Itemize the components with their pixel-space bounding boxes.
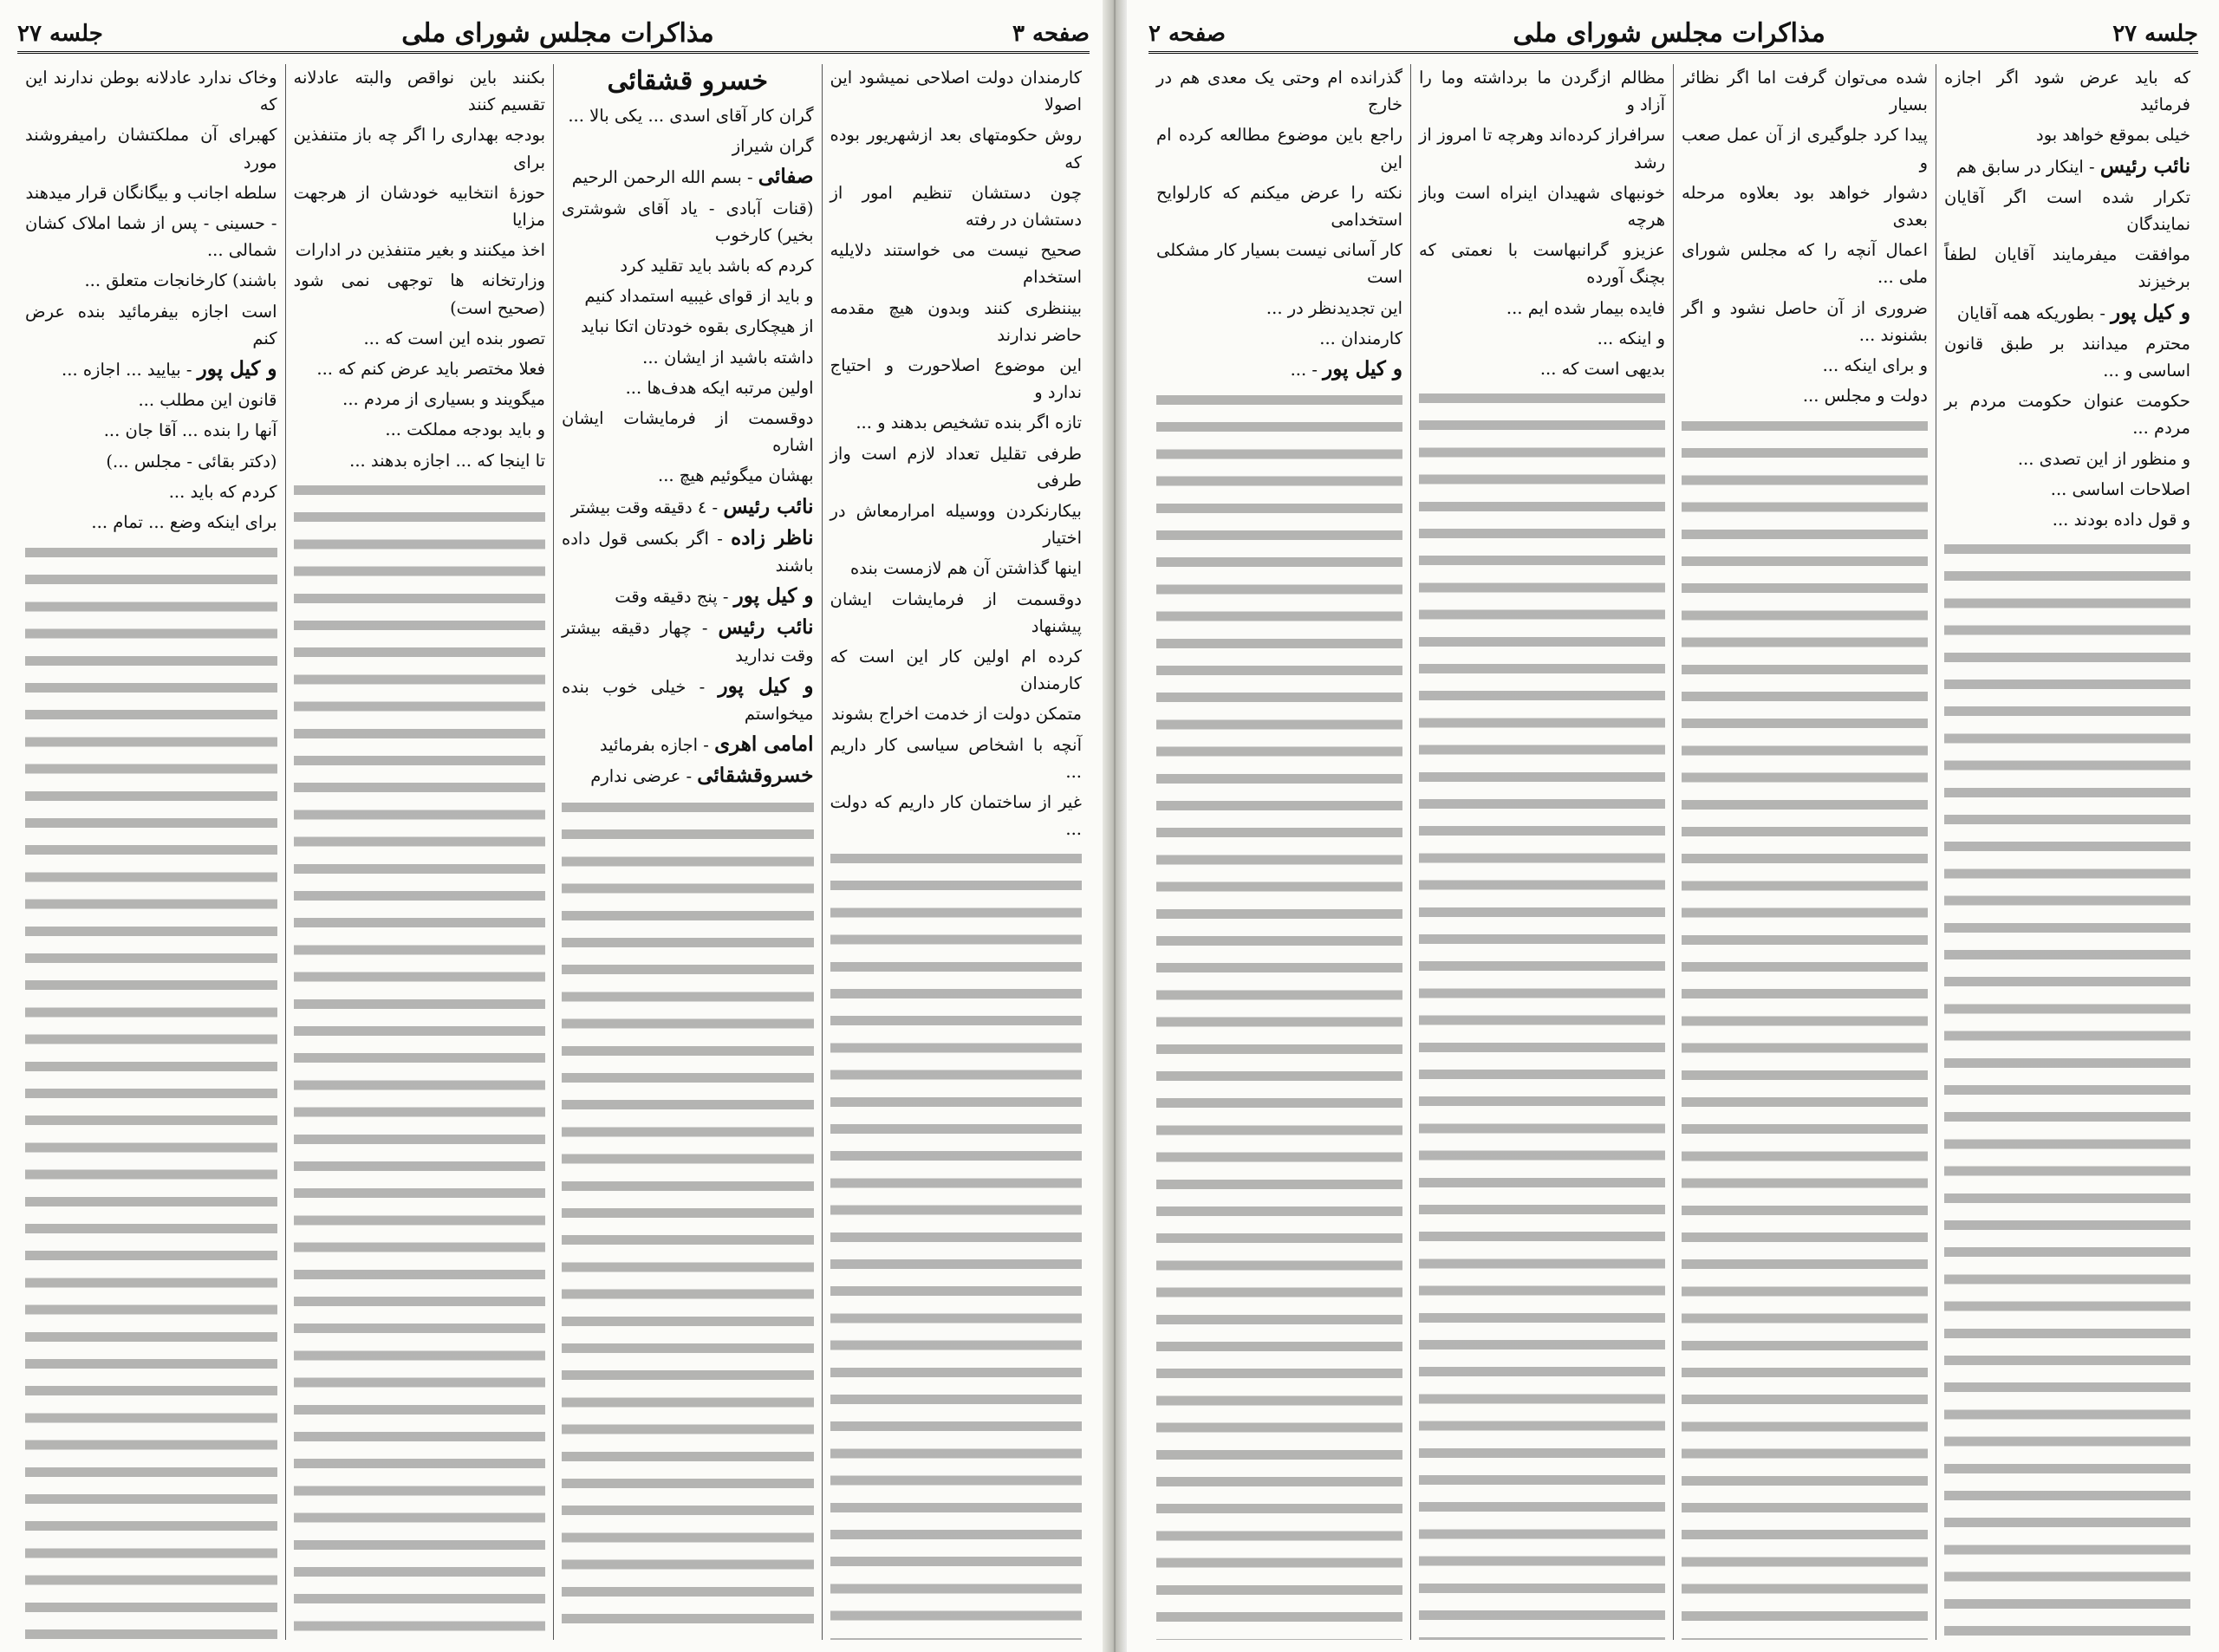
text-line: ضروری از آن حاصل نشود و اگر بشنوند ... (1682, 297, 1928, 345)
text-line: آنها را بنده ... آقا جان ... (103, 420, 277, 441)
text-line: بکنند باین نواقص والبته عادلانه تقسیم کنند (293, 68, 545, 115)
text-line: بودجه بهداری را اگر چه باز متنفذین برای (293, 125, 545, 172)
text-line: دشوار خواهد بود بعلاوه مرحله بعدی (1682, 182, 1928, 231)
text-line: این موضوع اصلاحورت و احتیاج ندارد و (830, 355, 1082, 403)
text-line: کردم که باید ... (168, 481, 277, 502)
text-line: پیدا کرد جلوگیری از آن عمل صعب و (1682, 125, 1928, 172)
text-line: تصور بنده این است که ... (363, 328, 545, 348)
continued-text-block (830, 846, 1083, 1640)
left-page-columns (17, 64, 1090, 1640)
text-line: و برای اینکه ... (1822, 355, 1928, 376)
page-gutter (1103, 0, 1127, 1652)
text-line: حوزهٔ انتخابیه خودشان از هرجهت مزایا (293, 182, 545, 231)
text-line: سلطه اجانب و بیگانگان قرار میدهند (25, 182, 277, 203)
text-line: چون دستشان تنظیم امور از دستشان در رفته (830, 182, 1082, 231)
text-line: صفائی - بسم الله الرحمن الرحیم (571, 165, 814, 189)
text-line: راجع باین موضوع مطالعه کرده ام این (1156, 125, 1402, 172)
text-line: امامی اهری - اجازه بفرمائید (599, 732, 814, 757)
text-line: خونبهای شهیدان اینراه است وباز هرچه (1419, 182, 1665, 231)
left-column-3 (285, 64, 554, 1640)
text-line: فایده بیمار شده ایم ... (1506, 297, 1665, 318)
subhead-khosrow-qashqai: خسرو قشقائی (607, 66, 769, 96)
right-page-header (1149, 16, 2198, 54)
text-line: بیننظری کنند وبدون هیچ مقدمه حاضر ندارند (830, 297, 1082, 345)
left-column-4 (17, 64, 285, 1640)
text-line: اولین مرتبه ایکه هدف‌ها ... (625, 377, 814, 398)
text-line: غیر از ساختمان کار داریم که دولت ... (830, 792, 1082, 840)
text-line: قانون این مطلب ... (138, 390, 277, 411)
text-line: صحیح نیست می خواستند دلایلیه استخدام (830, 240, 1082, 288)
text-line: باشند) کارخانجات متعلق ... (84, 270, 277, 291)
text-line: گران کار آقای اسدی ... یکی بالا ... (568, 106, 814, 126)
speaker-name: امامی اهری (714, 732, 814, 757)
right-page-session: جلسه ۲۷ (2112, 20, 2198, 47)
text-line: مظالم ازگردن ما برداشته وما را آزاد و (1419, 68, 1665, 115)
text-line: نکته را عرض میکنم که کارلوایح استخدامی (1156, 182, 1402, 231)
text-line: این تجدیدنظر در ... (1266, 297, 1402, 318)
speaker-name: نائب رئیس (718, 615, 814, 640)
text-line: اخذ میکنند و بغیر متنفذین در ادارات (295, 240, 545, 261)
text-line: گران شیراز (732, 136, 814, 157)
right-page-columns (1149, 64, 2198, 1640)
speaker-name: نائب رئیس (723, 494, 814, 518)
text-line: (دکتر بقائی - مجلس ...) (106, 451, 277, 472)
text-line: و قول داده بودند ... (2052, 510, 2190, 530)
text-line: وزارتخانه ها توجهی نمی شود (صحیح است) (293, 270, 545, 318)
text-line: بهشان میگوئیم هیچ ... (658, 465, 814, 486)
text-line: محترم میدانند بر طبق قانون اساسی و ... (1944, 333, 2190, 381)
text-line: کهبرای آن مملکتشان رامیفروشند مورد (25, 125, 277, 172)
continued-text-block (562, 794, 814, 1640)
continued-text-block (25, 539, 277, 1640)
left-page-session: جلسه ۲۷ (17, 20, 103, 47)
text-line: آنچه با اشخاص سیاسی کار داریم ... (830, 734, 1082, 782)
right-page-number: صفحه ۲ (1149, 20, 1226, 47)
text-line: تازه اگر بنده تشخیص بدهند و ... (856, 413, 1082, 433)
left-column-1 (822, 64, 1090, 1640)
text-line: حکومت عنوان حکومت مردم بر مردم ... (1944, 391, 2190, 439)
text-line: و کیل پور - بطوریکه همه آقایان (1956, 300, 2190, 324)
text-line: و باید از قوای غیبیه استمداد کنیم (584, 286, 814, 307)
text-line: وخاک ندارد عادلانه بوطن ندارند این که (25, 68, 277, 115)
right-page-title: مذاکرات مجلس شورای ملی (1513, 18, 1825, 49)
text-line: دوقسمت از فرمایشات ایشان پیشنهاد (830, 589, 1082, 636)
text-line: تکرار شده است اگر آقایان نمایندگان (1944, 186, 2190, 235)
left-column-2 (553, 64, 822, 1640)
text-line: نائب رئیس - ٤ دقیقه وقت بیشتر (570, 494, 814, 518)
text-line: دولت و مجلس ... (1802, 386, 1928, 406)
text-line: کارمندان دولت اصلاحی نمیشود این اصولا (830, 68, 1082, 115)
left-page-title: مذاکرات مجلس شورای ملی (401, 18, 714, 49)
continued-text-block (1944, 537, 2190, 1640)
text-line: اصلاحات اساسی ... (2050, 478, 2190, 499)
speaker-name: نائب رئیس (2099, 153, 2190, 178)
text-line: و کیل پور - بیایید ... اجازه ... (62, 357, 277, 381)
right-column-2 (1673, 64, 1936, 1640)
text-line: کار آسانی نیست بسیار کار مشکلی است (1156, 240, 1402, 288)
text-line: کرده ام اولین کار این است که کارمندان (830, 647, 1082, 694)
text-line: تا اینجا که ... اجازه بدهند ... (349, 450, 545, 471)
text-line: فعلا مختصر باید عرض کنم که ... (316, 359, 545, 380)
right-page (1114, 0, 2219, 1652)
text-line: خسروقشقائی - عرضی ندارم (590, 764, 814, 788)
text-line: خیلی بموقع خواهد بود (2036, 125, 2190, 146)
right-column-1 (1936, 64, 2198, 1640)
speaker-name: خسروقشقائی (697, 764, 814, 788)
left-column-2-body (562, 102, 814, 1640)
text-line: سرافراز کرده‌اند وهرچه تا امروز از رشد (1419, 125, 1665, 172)
text-line: برای اینکه وضع ... تمام ... (91, 512, 277, 533)
text-line: نائب رئیس - چهار دقیقه بیشتر وقت ندارید (562, 615, 814, 666)
text-line: و کیل پور - پنج دقیقه وقت (615, 584, 814, 608)
continued-text-block (1682, 413, 1928, 1640)
text-line: دوقسمت از فرمایشات ایشان اشاره (562, 408, 814, 456)
speaker-name: صفائی (758, 165, 814, 189)
speaker-name: و کیل پور (718, 673, 814, 698)
speaker-name: و کیل پور (2111, 300, 2190, 324)
text-line: نائب رئیس - اینکار در سابق هم (1956, 153, 2190, 178)
text-line: داشته باشید از ایشان ... (642, 347, 814, 367)
text-line: اعمال آنچه را که مجلس شورای ملی ... (1682, 240, 1928, 288)
text-line: میگویند و بسیاری از مردم ... (342, 389, 545, 410)
text-line: موافقت میفرمایند آقایان لطفاً برخیزند (1944, 244, 2190, 292)
text-line: از هیچکاری بقوه خودتان اتکا نباید (580, 316, 814, 337)
right-column-3 (1410, 64, 1673, 1640)
speaker-name: و کیل پور (1323, 357, 1402, 381)
text-line: عزیزو گرانبهاست با نعمتی که بچنگ آورده (1419, 240, 1665, 288)
text-line: که باید عرض شود اگر اجازه فرمائید (1944, 68, 2190, 115)
continued-text-block (294, 478, 546, 1640)
text-line: (قنات آبادی - یاد آقای شوشتری بخیر) کارخوب (562, 198, 814, 245)
text-line: متمکن دولت از خدمت اخراج بشوند (831, 704, 1082, 725)
text-line: ناظر زاده - اگر بکسی قول داده باشند (562, 525, 814, 576)
text-line: و کیل پور - خیلی خوب بنده میخواستم (562, 673, 814, 725)
text-line: و اینکه ... (1597, 328, 1665, 348)
continued-text-block (1156, 387, 1402, 1640)
speaker-name: و کیل پور (197, 357, 277, 381)
text-line: و منظور از این تصدی ... (2017, 448, 2190, 469)
text-line: گذرانده ام وحتی یک معدی هم در خارج (1156, 68, 1402, 115)
text-line: و باید بودجه مملکت ... (385, 420, 545, 440)
right-column-4 (1149, 64, 1410, 1640)
text-line: است اجازه بیفرمائید بنده عرض کنم (25, 301, 277, 348)
text-line: بدیهی است که ... (1539, 359, 1665, 380)
text-line: - حسینی - پس از شما املاک کشان شمالی ... (25, 213, 277, 261)
text-line: طرفی تقلیل تعداد لازم است واز طرفی (830, 443, 1082, 491)
text-line: شده می‌توان گرفت اما اگر نظائر بسیار (1682, 68, 1928, 115)
speaker-name: ناظر زاده (731, 525, 814, 550)
left-page-header (17, 16, 1090, 54)
text-line: اینها گذاشتن آن هم لازمست بنده (850, 558, 1082, 579)
continued-text-block (1419, 386, 1665, 1640)
speaker-name: و کیل پور (733, 584, 814, 608)
text-line: کردم که باشد باید تقلید کرد (620, 256, 814, 276)
text-line: کارمندان ... (1319, 328, 1402, 348)
text-line: و کیل پور - ... (1290, 357, 1402, 381)
left-page-number: صفحه ۳ (1012, 20, 1090, 47)
text-line: روش حکومتهای بعد ازشهریور بوده که (830, 125, 1082, 172)
text-line: بیکارنکردن ووسیله امرارمعاش در اختیار (830, 501, 1082, 549)
